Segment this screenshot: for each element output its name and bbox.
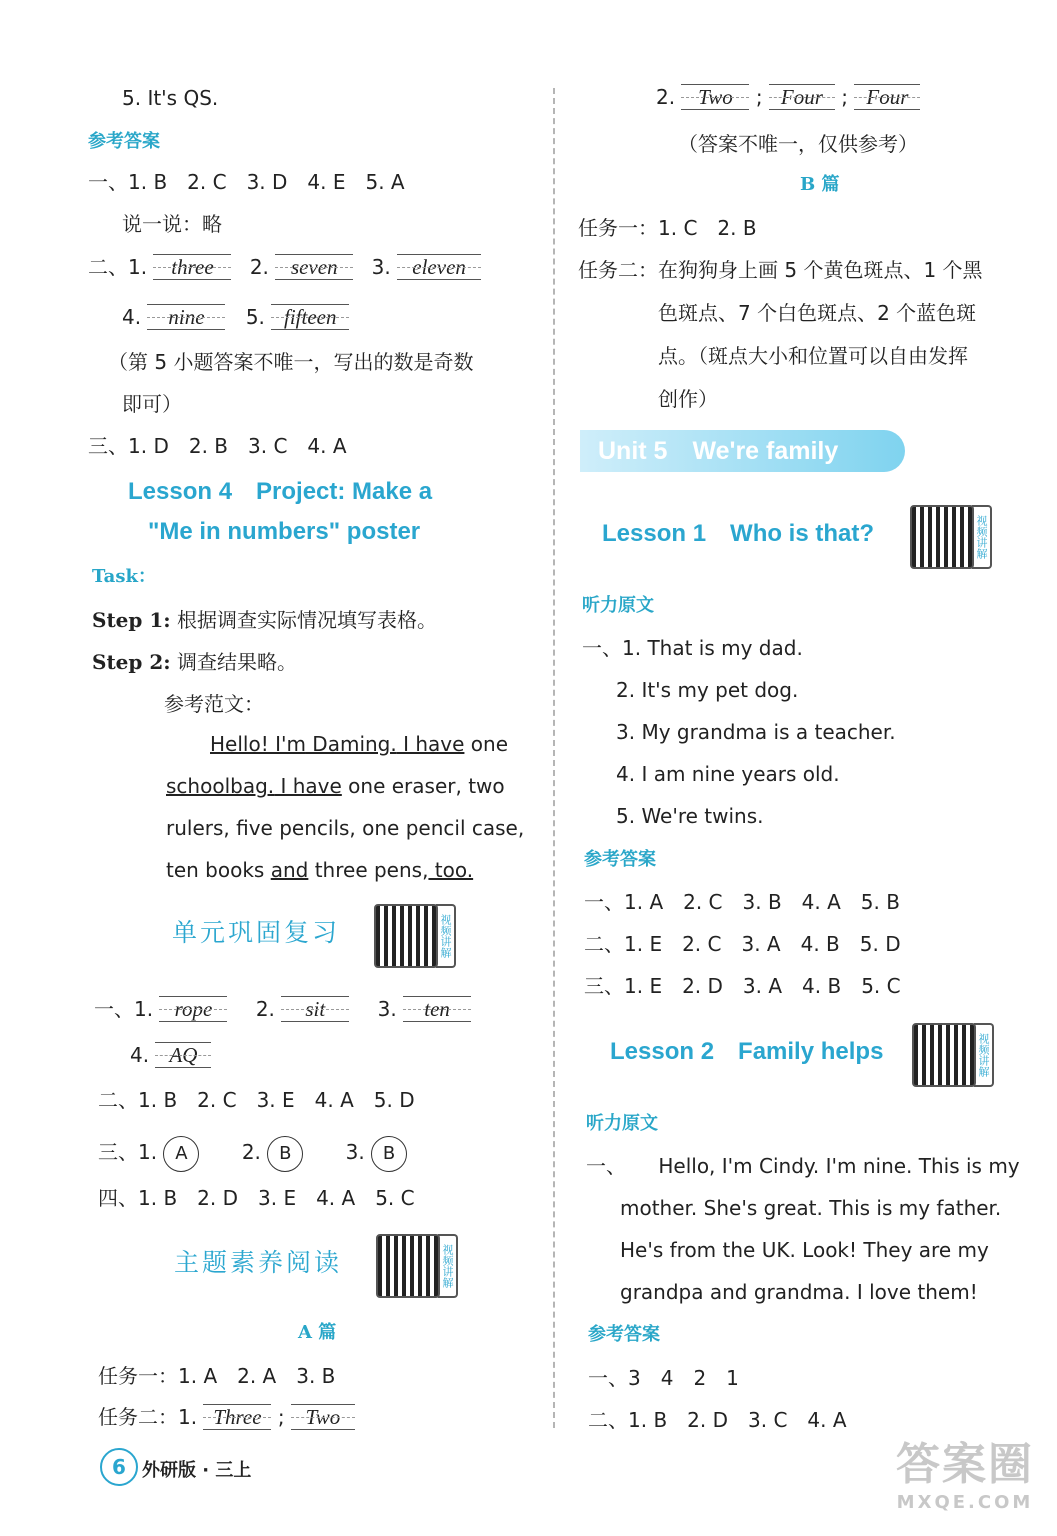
answer-line: 一、1. B 2. C 3. D 4. E 5. A — [88, 170, 405, 194]
sample-text-line — [166, 860, 473, 880]
handwritten-answer: AQ — [155, 1042, 211, 1068]
sample-phrase: Daming. — [305, 732, 397, 756]
lesson-1-title: Lesson 1 Who is that? — [602, 520, 875, 547]
item-number: 任务二：1. — [98, 1405, 198, 1429]
lesson-4-title-line-1: Lesson 4 Project: Make a — [128, 478, 433, 505]
answer-line: 四、1. B 2. D 3. E 4. A 5. C — [98, 1186, 415, 1210]
handwritten-answer: three — [153, 254, 231, 280]
step-label: Step 1: — [92, 608, 171, 632]
listening-script-heading: 听力原文 — [586, 1113, 658, 1134]
passage-line: He's from the UK. Look! They are my — [620, 1238, 989, 1262]
script-line: 4. I am nine years old. — [616, 762, 840, 786]
sample-phrase: two — [461, 774, 505, 798]
sample-text-line — [166, 818, 524, 838]
task-heading: Task： — [92, 566, 156, 587]
sample-text-line — [210, 734, 508, 754]
writing-answers-row — [88, 254, 481, 280]
part-b-heading: B 篇 — [800, 174, 840, 195]
handwritten-answer: eleven — [397, 254, 481, 280]
handwritten-answer: Four — [854, 84, 920, 110]
step-line — [92, 610, 437, 630]
answer-line: 5. It's QS. — [122, 86, 219, 110]
sample-phrase: one — [464, 732, 508, 756]
sample-phrase: schoolbag. — [166, 774, 275, 798]
sample-phrase: I have — [274, 774, 342, 798]
step-label: Step 2: — [92, 650, 171, 674]
step-line — [92, 652, 297, 672]
sample-phrase: one eraser, — [341, 774, 462, 798]
sample-heading: 参考范文： — [164, 692, 264, 716]
edition-label: 外研版 · 三上 — [142, 1460, 252, 1481]
item-number: 4. — [122, 305, 142, 329]
script-line: 一、1. That is my dad. — [582, 636, 803, 660]
watermark-title: 答案圈 — [896, 1439, 1034, 1490]
sample-phrase: rulers, — [166, 816, 230, 840]
lesson-2-title: Lesson 2 Family helps — [610, 1038, 884, 1065]
answer-line: 一、3 4 2 1 — [588, 1366, 739, 1390]
item-number: 5. — [245, 305, 265, 329]
handwritten-answer: fifteen — [271, 304, 349, 330]
item-number: 2. — [241, 1140, 261, 1164]
reference-answer-heading: 参考答案 — [588, 1324, 660, 1345]
qr-code-icon[interactable] — [374, 904, 438, 968]
handwritten-answer: Three — [203, 1404, 271, 1430]
video-explanation-label: 视频讲解 — [974, 1023, 994, 1087]
answer-line: 任务一：1. C 2. B — [578, 216, 757, 240]
item-number: 二、1. — [88, 255, 148, 279]
listening-script-heading: 听力原文 — [582, 595, 654, 616]
item-number: 3. — [371, 255, 391, 279]
writing-answers-row — [656, 84, 920, 110]
qr-code-icon[interactable] — [912, 1023, 976, 1087]
script-line: 5. We're twins. — [616, 804, 764, 828]
note-line: （答案不唯一，仅供参考） — [678, 132, 918, 156]
task-text-line: 点。（斑点大小和位置可以自由发挥 — [658, 344, 968, 368]
writing-answers-row — [130, 1042, 211, 1068]
answer-line: 三、1. E 2. D 3. A 4. B 5. C — [584, 974, 901, 998]
passage-text: Hello, I'm Cindy. I'm nine. This is my — [658, 1154, 1020, 1178]
answer-line: 二、1. B 2. C 3. E 4. A 5. D — [98, 1088, 415, 1112]
passage-line: grandpa and grandma. I love them! — [620, 1280, 978, 1304]
item-number: 3. — [345, 1140, 365, 1164]
sample-phrase: one pencil case, — [355, 816, 525, 840]
answer-line: 一、1. A 2. C 3. B 4. A 5. B — [584, 890, 900, 914]
video-explanation-label: 视频讲解 — [436, 904, 456, 968]
script-line: 2. It's my pet dog. — [616, 678, 799, 702]
answer-line: 说一说：略 — [122, 212, 222, 236]
watermark-url: MXQE.COM — [896, 1492, 1034, 1513]
answer-line: 任务一：1. A 2. A 3. B — [98, 1364, 336, 1388]
site-watermark — [880, 1428, 1050, 1528]
answer-line: 二、1. E 2. C 3. A 4. B 5. D — [584, 932, 901, 956]
part-a-heading: A 篇 — [298, 1322, 337, 1343]
qr-code-icon[interactable] — [910, 505, 974, 569]
handwritten-answer: ten — [403, 996, 471, 1022]
sample-phrase: three pens, — [308, 858, 429, 882]
passage-line: mother. She's great. This is my father. — [620, 1196, 1002, 1220]
task-text-line: 创作） — [658, 387, 718, 411]
note-line: （第 5 小题答案不唯一，写出的数是奇数 — [108, 350, 474, 374]
sample-phrase: ten books — [166, 858, 271, 882]
page-number: 6 — [100, 1448, 138, 1486]
passage-line — [586, 1156, 1020, 1176]
script-line: 3. My grandma is a teacher. — [616, 720, 896, 744]
sample-phrase: I have — [396, 732, 465, 756]
writing-answers-row — [94, 996, 471, 1022]
video-explanation-label: 视频讲解 — [972, 505, 992, 569]
lesson-4-title-line-2: "Me in numbers" poster — [148, 518, 421, 545]
circled-answer: B — [267, 1136, 303, 1172]
task-text-line: 色斑点、7 个白色斑点、2 个蓝色斑 — [658, 301, 977, 325]
note-line: 即可） — [122, 392, 182, 416]
item-number: 三、1. — [98, 1140, 158, 1164]
handwritten-answer: Two — [681, 84, 749, 110]
item-number: 2. — [656, 85, 676, 109]
unit-5-banner: Unit 5 We're family — [580, 430, 905, 472]
item-number: 一、 — [586, 1154, 626, 1178]
item-number: 4. — [130, 1043, 150, 1067]
handwritten-answer: rope — [159, 996, 227, 1022]
sample-phrase: Hello! I'm — [210, 732, 306, 756]
step-text: 根据调查实际情况填写表格。 — [177, 608, 438, 632]
handwritten-answer: seven — [275, 254, 353, 280]
writing-answers-row — [98, 1404, 355, 1430]
column-divider — [553, 88, 555, 1428]
handwritten-answer: nine — [147, 304, 225, 330]
video-explanation-label: 视频讲解 — [438, 1234, 458, 1298]
reference-answer-heading: 参考答案 — [584, 849, 656, 870]
unit-review-title: 单元巩固复习 — [172, 918, 341, 947]
sample-phrase: five pencils, — [229, 816, 356, 840]
circled-answer: B — [371, 1136, 407, 1172]
reference-answer-heading: 参考答案 — [88, 131, 160, 152]
circled-answer: A — [163, 1136, 199, 1172]
sample-phrase: too. — [428, 858, 474, 882]
answer-line: 三、1. D 2. B 3. C 4. A — [88, 434, 347, 458]
handwritten-answer: Two — [291, 1404, 355, 1430]
step-text: 调查结果略。 — [177, 650, 298, 674]
theme-reading-title: 主题素养阅读 — [174, 1248, 343, 1277]
qr-code-icon[interactable] — [376, 1234, 440, 1298]
item-number: 2. — [249, 255, 269, 279]
sample-text-line — [166, 776, 505, 796]
item-number: 3. — [377, 997, 397, 1021]
separator: ; — [755, 85, 763, 109]
separator: ; — [277, 1405, 285, 1429]
task-text-line: 任务二：在狗狗身上画 5 个黄色斑点、1 个黑 — [578, 258, 983, 282]
separator: ; — [841, 85, 849, 109]
sample-phrase: and — [270, 858, 309, 882]
writing-answers-row — [122, 304, 349, 330]
item-number: 一、1. — [94, 997, 154, 1021]
answer-line: 二、1. B 2. D 3. C 4. A — [588, 1408, 847, 1432]
handwritten-answer: Four — [769, 84, 835, 110]
circled-answers-row — [98, 1136, 407, 1172]
item-number: 2. — [255, 997, 275, 1021]
handwritten-answer: sit — [281, 996, 349, 1022]
